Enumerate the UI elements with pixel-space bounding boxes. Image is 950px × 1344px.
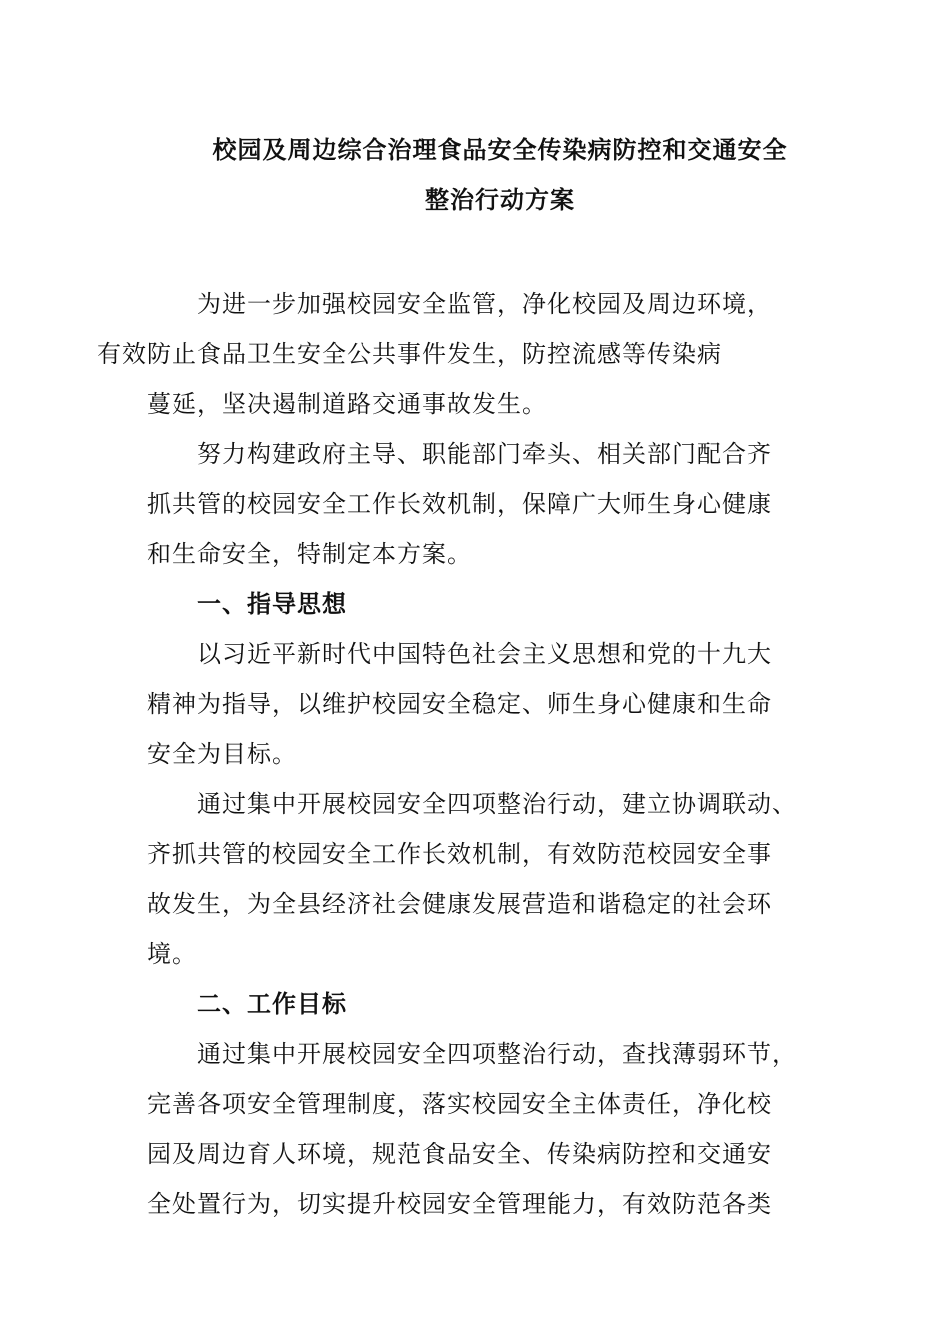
document-title-line-2: 整治行动方案 xyxy=(425,186,575,214)
section-heading-work-goals: 二、工作目标 xyxy=(197,990,347,1018)
section2-paragraph-1 xyxy=(147,1029,807,1229)
section-heading-guiding-ideology: 一、指导思想 xyxy=(197,590,347,618)
paragraph-line: 有效防止食品卫生安全公共事件发生，防控流感等传染病 xyxy=(97,340,722,368)
paragraph-line: 抓共管的校园安全工作长效机制，保障广大师生身心健康 xyxy=(147,490,772,518)
paragraph-line: 为进一步加强校园安全监管，净化校园及周边环境， xyxy=(197,290,772,318)
paragraph-line: 园及周边育人环境，规范食品安全、传染病防控和交通安 xyxy=(147,1140,772,1168)
paragraph-line: 安全为目标。 xyxy=(147,740,297,768)
document-body xyxy=(97,279,807,1229)
section1-paragraph-1 xyxy=(147,629,807,779)
paragraph-line: 和生命安全，特制定本方案。 xyxy=(147,540,472,568)
paragraph-line: 全处置行为，切实提升校园安全管理能力，有效防范各类 xyxy=(147,1190,772,1218)
paragraph-line: 通过集中开展校园安全四项整治行动，查找薄弱环节， xyxy=(197,1040,797,1068)
paragraph-line: 精神为指导，以维护校园安全稳定、师生身心健康和生命 xyxy=(147,690,772,718)
document-title-line-1: 校园及周边综合治理食品安全传染病防控和交通安全 xyxy=(212,136,788,164)
intro-paragraph-2 xyxy=(147,429,807,579)
paragraph-line: 以习近平新时代中国特色社会主义思想和党的十九大 xyxy=(197,640,772,668)
section1-paragraph-2 xyxy=(147,779,807,979)
intro-paragraph-1 xyxy=(97,279,807,429)
paragraph-line: 齐抓共管的校园安全工作长效机制，有效防范校园安全事 xyxy=(147,840,772,868)
paragraph-line: 故发生，为全县经济社会健康发展营造和谐稳定的社会环 xyxy=(147,890,772,918)
paragraph-line: 努力构建政府主导、职能部门牵头、相关部门配合齐 xyxy=(197,440,772,468)
paragraph-line: 境。 xyxy=(147,940,197,968)
paragraph-line: 完善各项安全管理制度，落实校园安全主体责任，净化校 xyxy=(147,1090,772,1118)
paragraph-line: 蔓延，坚决遏制道路交通事故发生。 xyxy=(147,390,547,418)
paragraph-line: 通过集中开展校园安全四项整治行动，建立协调联动、 xyxy=(197,790,797,818)
